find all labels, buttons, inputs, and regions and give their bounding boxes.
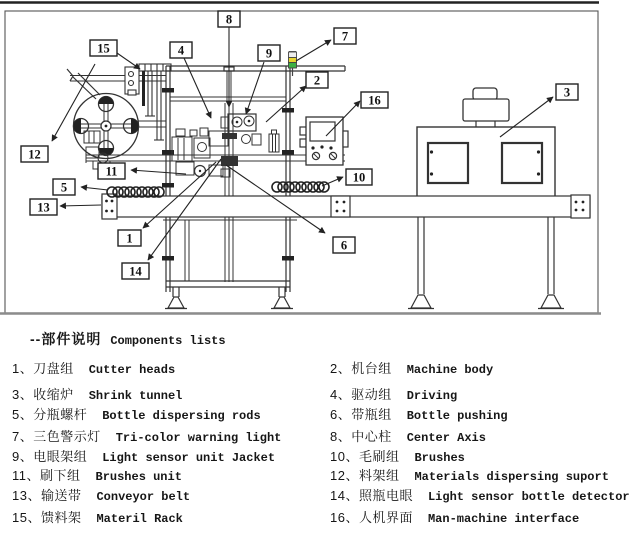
- callout-13: [30, 199, 57, 215]
- legend-item-7: 7、三色警示灯 Tri-color warning light: [12, 429, 282, 445]
- callout-12: [21, 146, 48, 162]
- brushes: [272, 182, 329, 192]
- callout-9: [258, 45, 280, 61]
- callout-16: [361, 92, 388, 108]
- svg-text:16: 16: [368, 93, 381, 108]
- legend-title-zh: --部件说明: [30, 331, 102, 347]
- feed-arm: [67, 69, 166, 99]
- callout-6: [333, 237, 355, 253]
- callout-3: [556, 84, 578, 100]
- legend-item-11: 11、刷下组 Brushes unit: [12, 468, 182, 484]
- callout-8: [218, 11, 240, 27]
- svg-text:9: 9: [265, 46, 273, 61]
- legend-item-5: 5、分瓶螺杆 Bottle dispersing rods: [12, 407, 261, 423]
- legend-header: [30, 329, 226, 349]
- hmi-panel: [300, 117, 348, 165]
- hmi-screen: [310, 122, 335, 141]
- callout-11: [98, 163, 125, 179]
- callout-5: [53, 179, 75, 195]
- svg-text:1: 1: [126, 231, 133, 246]
- legend-title-en: Components lists: [110, 334, 226, 348]
- legend-item-1: 1、刀盘组 Cutter heads: [12, 361, 176, 377]
- legend-item-13: 13、输送带 Conveyor belt: [12, 488, 191, 504]
- legend-item-14: 14、照瓶电眼 Light sensor bottle detector: [330, 488, 630, 504]
- svg-text:4: 4: [177, 43, 185, 58]
- frame-base: [163, 220, 297, 309]
- legend-item-4: 4、驱动组 Driving: [330, 387, 458, 403]
- tunnel-legs: [408, 217, 564, 309]
- legend-item-15: 15、馈料架 Materil Rack: [12, 510, 183, 526]
- svg-text:3: 3: [563, 85, 571, 100]
- tunnel-door-left: [428, 143, 468, 183]
- callout-1: [118, 230, 141, 246]
- legend-item-2: 2、机台组 Machine body: [330, 361, 494, 377]
- svg-text:5: 5: [60, 180, 68, 195]
- legend-item-16: 16、人机界面 Man-machine interface: [330, 510, 580, 526]
- svg-text:8: 8: [225, 12, 233, 27]
- svg-text:12: 12: [28, 147, 41, 162]
- callout-14: [122, 263, 149, 279]
- shrink-tunnel: [417, 88, 555, 197]
- callout-15: [90, 40, 117, 56]
- svg-text:13: 13: [37, 200, 50, 215]
- callout-2: [306, 72, 328, 88]
- legend-item-8: 8、中心柱 Center Axis: [330, 429, 486, 445]
- legend-item-3: 3、收缩炉 Shrink tunnel: [12, 387, 183, 403]
- svg-text:10: 10: [352, 170, 366, 185]
- legend-item-10: 10、毛刷组 Brushes: [330, 449, 465, 465]
- svg-text:6: 6: [340, 238, 348, 253]
- conveyor-belt: [102, 194, 590, 219]
- legend-item-9: 9、电眼架组 Light sensor unit Jacket: [12, 449, 276, 465]
- svg-text:7: 7: [341, 29, 349, 44]
- legend-item-6: 6、带瓶组 Bottle pushing: [330, 407, 508, 423]
- tunnel-door-right: [502, 143, 542, 183]
- legend-item-12: 12、料架组 Materials dispersing suport: [330, 468, 609, 484]
- svg-text:11: 11: [105, 164, 118, 179]
- svg-text:14: 14: [129, 264, 142, 279]
- callout-4: [170, 42, 192, 58]
- callout-7: [334, 28, 356, 44]
- svg-text:15: 15: [97, 41, 110, 56]
- callout-10: [346, 169, 372, 185]
- svg-text:2: 2: [313, 73, 321, 88]
